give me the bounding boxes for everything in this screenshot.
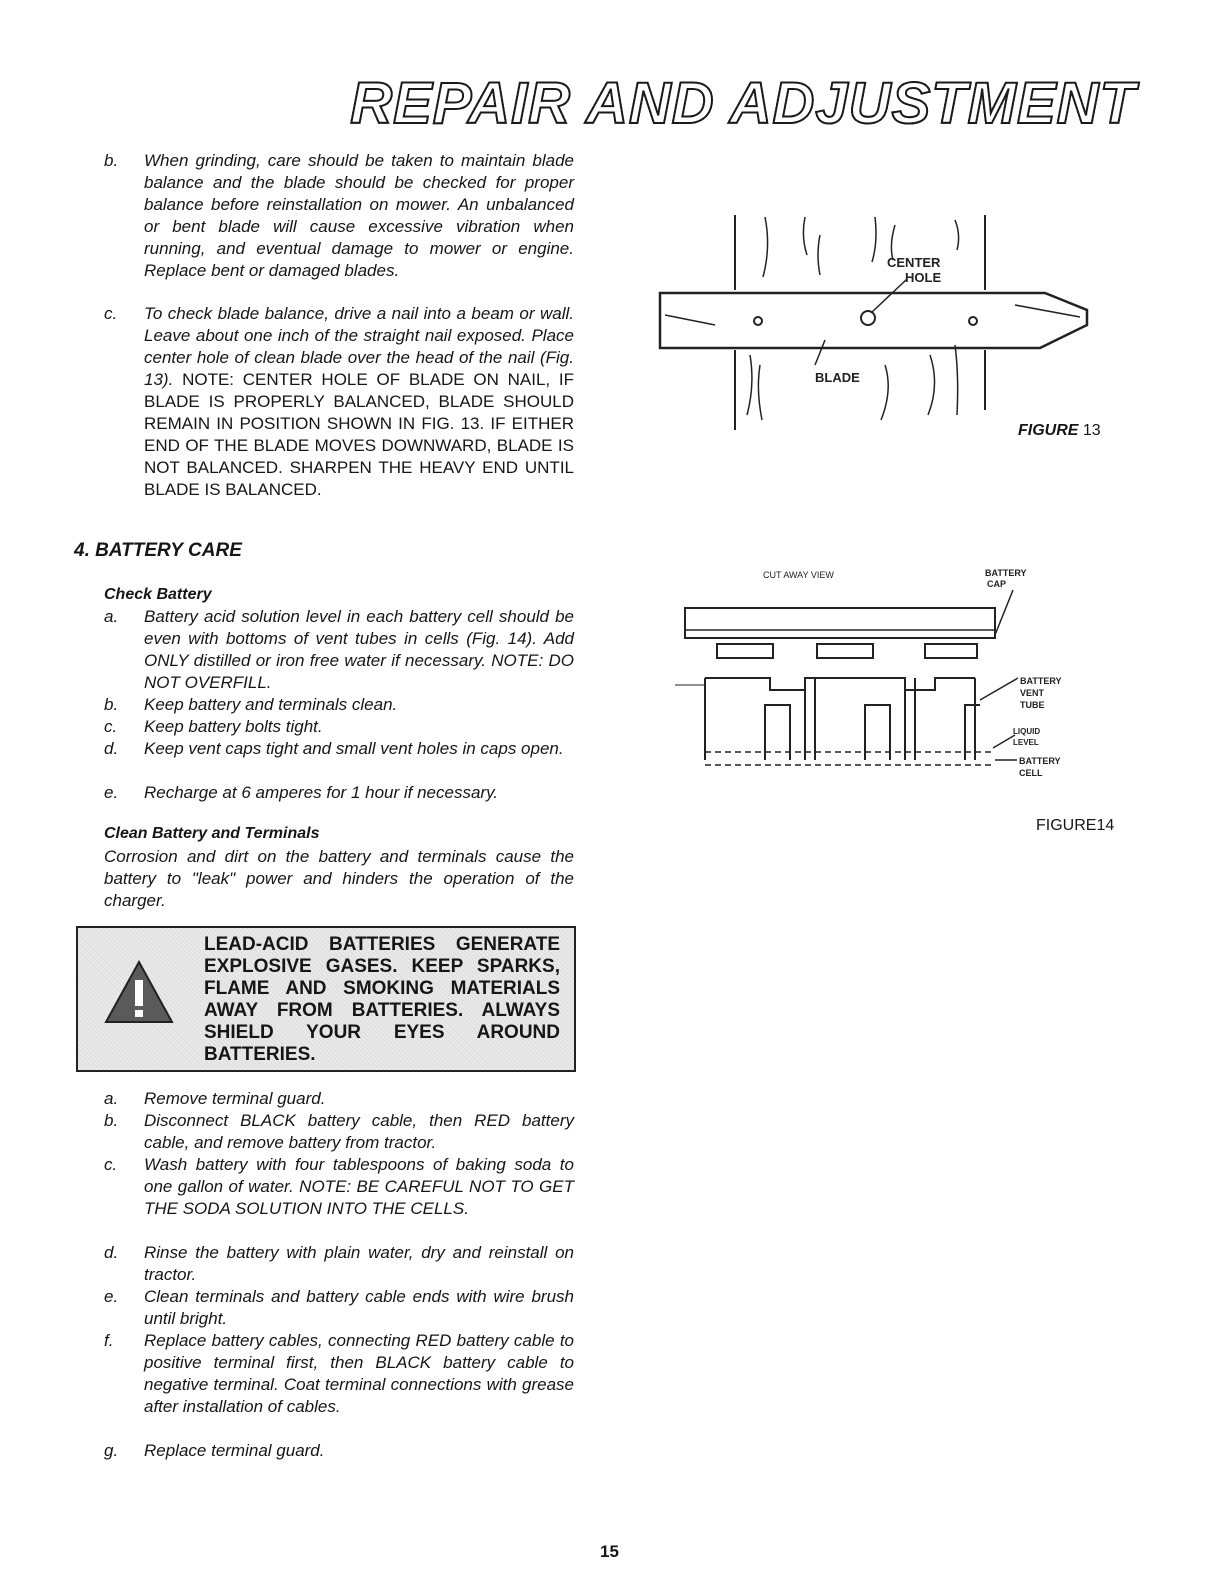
check-battery-heading: Check Battery xyxy=(104,586,212,603)
item-label: g. xyxy=(104,1441,119,1460)
clean-item-a xyxy=(104,1088,574,1110)
label-cap-2: CAP xyxy=(987,579,1007,589)
step-label: b. xyxy=(104,151,119,170)
label-vent-3: TUBE xyxy=(1020,700,1045,710)
step-text-group xyxy=(144,303,574,501)
item-text: Recharge at 6 amperes for 1 hour if necessary. xyxy=(144,783,499,802)
step-text: To check blade balance, drive a nail into a beam or wall. Leave about one inch of the straight nail exposed. Place center hole of clean blade over the head of the nail (Fig. 13). xyxy=(144,304,574,389)
item-label: a. xyxy=(104,607,119,626)
item-label: b. xyxy=(104,695,119,714)
warning-triangle-icon xyxy=(104,960,174,1024)
battery-cap xyxy=(685,608,995,638)
blade-center-hole xyxy=(861,311,875,325)
blade-step-c xyxy=(104,303,574,501)
label-vent-2: VENT xyxy=(1020,688,1045,698)
warning-text: LEAD-ACID BATTERIES GENERATE EXPLOSIVE GASES. KEEP SPARKS, FLAME AND SMOKING MATERIALS AWAY FROM BATTERIES. ALWAYS SHIELD YOUR EYES AROUND BATTERIES. xyxy=(204,934,560,1065)
label-cap-1: BATTERY xyxy=(985,568,1027,578)
label-liquid-2: LEVEL xyxy=(1013,738,1039,747)
step-text: When grinding, care should be taken to maintain blade balance and the blade should be checked for proper balance before reinstallation on mower. An unbalanced or bent blade will cause excessive vibration when running, and eventual damage to mower or engine. Replace bent or damaged blades. xyxy=(144,151,574,280)
center-hole-leader xyxy=(871,279,907,313)
item-text: Rinse the battery with plain water, dry and reinstall on tractor. xyxy=(144,1243,574,1284)
section-heading xyxy=(74,540,242,562)
blade-bolt-hole-left xyxy=(754,317,762,325)
label-liquid-1: LIQUID xyxy=(1013,727,1041,736)
item-text: Keep battery and terminals clean. xyxy=(144,695,398,714)
item-label: f. xyxy=(104,1331,114,1350)
warning-box xyxy=(76,926,576,1072)
check-item-d xyxy=(104,738,574,760)
clean-item-d xyxy=(104,1242,574,1286)
item-text: Wash battery with four tablespoons of baking soda to one gallon of water. NOTE: BE CAREFUL NOT TO GET THE SODA SOLUTION INTO THE CELLS. xyxy=(144,1155,574,1218)
cell-top-outline xyxy=(705,678,975,690)
item-label: d. xyxy=(104,739,119,758)
label-cell-1: BATTERY xyxy=(1019,756,1061,766)
section-title: BATTERY CARE xyxy=(95,540,242,561)
item-text: Remove terminal guard. xyxy=(144,1089,326,1108)
check-item-c xyxy=(104,716,574,738)
item-text: Keep vent caps tight and small vent holes in caps open. xyxy=(144,739,564,758)
item-label: d. xyxy=(104,1243,119,1262)
clean-battery-heading: Clean Battery and Terminals xyxy=(104,825,320,842)
item-label: c. xyxy=(104,717,118,736)
item-label: c. xyxy=(104,1155,118,1174)
check-item-b xyxy=(104,694,574,716)
label-cell-2: CELL xyxy=(1019,768,1043,778)
label-hole: HOLE xyxy=(905,270,942,285)
blade-leader xyxy=(815,340,825,365)
item-text: Clean terminals and battery cable ends with wire brush until bright. xyxy=(144,1287,574,1328)
clean-item-g xyxy=(104,1440,574,1462)
check-item-e xyxy=(104,782,574,804)
figure-14-battery-diagram xyxy=(675,560,1095,800)
page-title: REPAIR AND ADJUSTMENT xyxy=(350,71,1136,136)
clean-battery-intro: Corrosion and dirt on the battery and terminals cause the battery to "leak" power and hinders the operation of the charger. xyxy=(104,847,574,910)
section-number: 4. xyxy=(74,540,90,561)
label-cutaway: CUT AWAY VIEW xyxy=(763,570,834,580)
blade-step-b xyxy=(104,150,574,282)
caption-word: FIGURE xyxy=(1018,422,1079,439)
step-note: NOTE: CENTER HOLE OF BLADE ON NAIL, IF BLADE IS PROPERLY BALANCED, BLADE SHOULD REMAIN IN POSITION SHOWN IN FIG. 13. IF EITHER END OF THE BLADE MOVES DOWNWARD, BLADE IS NOT BALANCED. SHARPEN THE HEAVY END UNTIL BLADE IS BALANCED. xyxy=(144,370,574,499)
item-text: Replace battery cables, connecting RED battery cable to positive terminal first, then BLACK battery cable to negative terminal. Coat terminal connections with grease after installation of cables. xyxy=(144,1331,574,1416)
clean-item-b xyxy=(104,1110,574,1154)
label-blade: BLADE xyxy=(815,370,860,385)
item-text: Keep battery bolts tight. xyxy=(144,717,323,736)
label-center: CENTER xyxy=(887,255,941,270)
item-text: Replace terminal guard. xyxy=(144,1441,325,1460)
clean-item-e xyxy=(104,1286,574,1330)
figure-13-blade-diagram xyxy=(655,205,1095,435)
label-vent-1: BATTERY xyxy=(1020,676,1062,686)
clean-item-c xyxy=(104,1154,574,1220)
caption-number: 13 xyxy=(1082,422,1101,439)
item-label: e. xyxy=(104,1287,119,1306)
check-item-a xyxy=(104,606,574,694)
page-number: 15 xyxy=(600,1542,619,1561)
item-label: b. xyxy=(104,1111,119,1130)
blade-bolt-hole-right xyxy=(969,317,977,325)
clean-item-f xyxy=(104,1330,574,1418)
step-label: c. xyxy=(104,304,118,323)
item-label: a. xyxy=(104,1089,119,1108)
item-text: Disconnect BLACK battery cable, then RED battery cable, and remove battery from tractor. xyxy=(144,1111,574,1152)
figure-13-caption xyxy=(1018,422,1101,440)
figure-14-caption: FIGURE14 xyxy=(1036,817,1115,834)
item-text: Battery acid solution level in each battery cell should be even with bottoms of vent tubes in cells (Fig. 14). Add ONLY distilled or iron free water if necessary. NOTE: DO NOT OVERFILL. xyxy=(144,607,574,692)
item-label: e. xyxy=(104,783,119,802)
